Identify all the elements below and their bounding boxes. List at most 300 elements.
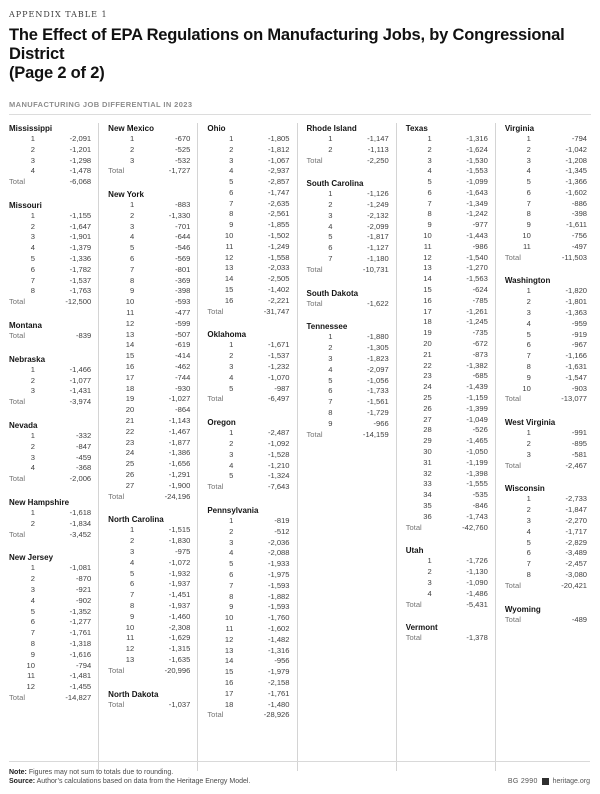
district-row [505, 450, 587, 461]
district-value: -1,900 [168, 480, 191, 490]
district-row [108, 340, 190, 351]
total-label: Total [504, 394, 521, 404]
state-name: Ohio [207, 123, 226, 133]
total-value: -24,196 [164, 491, 191, 501]
district-number: 10 [125, 622, 135, 632]
district-number: 5 [229, 559, 234, 569]
state-block [108, 123, 190, 177]
district-row [108, 211, 190, 222]
district-value: -1,540 [466, 252, 488, 262]
district-number: 27 [125, 480, 135, 490]
district-number: 3 [229, 155, 234, 165]
district-value: -1,563 [466, 274, 488, 284]
district-number: 1 [328, 332, 333, 342]
district-number: 9 [427, 220, 432, 230]
district-number: 7 [526, 351, 531, 361]
district-row [9, 431, 91, 442]
district-value: -526 [472, 425, 488, 435]
district-number: 1 [526, 494, 531, 504]
district-row [505, 242, 587, 253]
district-number: 26 [125, 470, 135, 480]
district-number: 8 [526, 362, 531, 372]
district-value: -1,399 [466, 403, 488, 413]
district-row [505, 166, 587, 177]
total-value: -2,467 [565, 460, 588, 470]
district-row [108, 286, 190, 297]
district-number: 4 [526, 318, 531, 328]
district-row [406, 339, 488, 350]
district-number: 8 [526, 570, 531, 579]
total-label: Total [9, 177, 26, 187]
district-row [505, 351, 587, 362]
district-value: -1,530 [466, 155, 488, 165]
district-row [108, 276, 190, 287]
district-row [108, 481, 190, 492]
district-row [9, 628, 91, 639]
district-number: 3 [30, 452, 35, 462]
district-value: -1,478 [69, 166, 92, 176]
district-number: 2 [328, 200, 333, 210]
district-row [207, 439, 289, 450]
district-row [406, 296, 488, 307]
district-row [207, 220, 289, 231]
district-row [9, 254, 91, 265]
district-row [505, 319, 587, 330]
district-value: -956 [274, 656, 290, 666]
district-value: -1,443 [466, 231, 488, 241]
district-number: 7 [526, 559, 531, 569]
page-title-line2: (Page 2 of 2) [9, 63, 105, 82]
district-row [108, 459, 190, 470]
total-value: -6,497 [267, 394, 290, 404]
district-number: 3 [427, 155, 432, 165]
district-value: -1,515 [168, 525, 191, 535]
district-row [406, 361, 488, 372]
table-column [495, 123, 594, 771]
district-row [207, 656, 289, 667]
district-value: -1,486 [466, 588, 488, 598]
district-value: -883 [175, 200, 191, 210]
district-number: 3 [229, 362, 234, 372]
total-row [9, 474, 91, 485]
district-value: -1,439 [466, 382, 488, 392]
district-number: 13 [224, 645, 234, 655]
district-value: -1,937 [168, 600, 191, 610]
district-row [406, 447, 488, 458]
district-row [207, 145, 289, 156]
district-row [9, 276, 91, 287]
district-number: 32 [423, 468, 432, 478]
district-row [307, 332, 389, 343]
total-row [207, 394, 289, 405]
district-row [9, 671, 91, 682]
district-value: -1,159 [466, 393, 488, 403]
district-value: -1,050 [466, 447, 488, 457]
district-number: 10 [522, 383, 531, 393]
district-number: 1 [328, 189, 333, 199]
total-row [9, 530, 91, 541]
district-row [9, 463, 91, 474]
district-number: 19 [125, 394, 135, 404]
district-row [505, 231, 587, 242]
total-label: Total [9, 529, 26, 539]
footer-note-label: Note: [9, 769, 27, 776]
district-value: -1,072 [168, 557, 191, 567]
district-number: 29 [423, 436, 432, 446]
district-number: 5 [328, 375, 333, 385]
district-value: -1,877 [168, 437, 191, 447]
state-name: Rhode Island [306, 123, 357, 133]
district-value: -1,277 [69, 617, 92, 627]
district-number: 4 [427, 166, 432, 176]
district-value: -1,558 [267, 252, 290, 262]
district-value: -794 [571, 133, 588, 143]
district-number: 6 [30, 617, 35, 627]
total-value: -1,622 [367, 298, 389, 308]
total-label: Total [405, 599, 422, 609]
district-number: 4 [427, 588, 432, 598]
state-block [406, 123, 488, 533]
district-number: 3 [229, 449, 234, 459]
total-row [9, 177, 91, 188]
district-row [207, 351, 289, 362]
district-value: -2,635 [267, 198, 290, 208]
district-row [307, 222, 389, 233]
total-value: -3,974 [69, 397, 92, 407]
state-block [108, 189, 190, 502]
district-row [406, 263, 488, 274]
district-row [307, 343, 389, 354]
district-number: 1 [30, 508, 35, 518]
district-value: -744 [175, 372, 191, 382]
district-number: 8 [526, 209, 531, 219]
district-value: -1,049 [466, 414, 488, 424]
district-value: -1,561 [367, 397, 389, 407]
district-number: 2 [427, 144, 432, 154]
district-number: 7 [229, 580, 234, 590]
district-row [406, 436, 488, 447]
district-number: 6 [129, 579, 135, 589]
district-number: 8 [229, 591, 234, 601]
district-value: -2,505 [267, 274, 290, 284]
district-row [207, 538, 289, 549]
district-value: -847 [75, 441, 92, 451]
district-value: -967 [571, 340, 588, 350]
district-row [108, 547, 190, 558]
district-number: 9 [328, 418, 333, 428]
district-row [207, 384, 289, 395]
district-value: -512 [274, 526, 290, 536]
district-row [406, 156, 488, 167]
district-value: -1,242 [466, 209, 488, 219]
district-value: -1,979 [267, 667, 290, 677]
district-row [9, 166, 91, 177]
district-row [406, 382, 488, 393]
district-row [307, 211, 389, 222]
district-number: 2 [229, 144, 234, 154]
total-value: -42,760 [462, 522, 488, 532]
total-label: Total [504, 460, 521, 470]
table-column [9, 123, 98, 771]
district-row [307, 200, 389, 211]
district-row [406, 567, 488, 578]
district-row [108, 222, 190, 233]
district-value: -1,830 [168, 536, 191, 546]
district-number: 4 [129, 232, 135, 242]
district-row [406, 307, 488, 318]
district-number: 3 [229, 537, 234, 547]
district-row [108, 200, 190, 211]
district-row [108, 644, 190, 655]
footer-source-label: Source: [9, 778, 36, 785]
total-label: Total [9, 474, 26, 484]
district-number: 2 [30, 221, 35, 231]
district-row [505, 362, 587, 373]
state-block [9, 354, 91, 408]
district-number: 31 [423, 457, 432, 467]
total-row [505, 394, 587, 405]
state-block [307, 288, 389, 310]
district-number: 4 [229, 460, 234, 470]
district-row [108, 470, 190, 481]
district-value: -1,880 [367, 332, 389, 342]
district-number: 10 [26, 660, 35, 670]
district-value: -1,761 [69, 628, 92, 638]
district-row [108, 427, 190, 438]
table-column [197, 123, 296, 771]
district-value: -2,033 [267, 263, 290, 273]
district-row [9, 574, 91, 585]
state-block [207, 417, 289, 493]
district-number: 7 [427, 198, 432, 208]
district-row [406, 209, 488, 220]
district-value: -1,671 [267, 340, 290, 350]
district-row [307, 419, 389, 430]
district-row [108, 319, 190, 330]
district-row [406, 490, 488, 501]
footer-site: heritage.org [552, 778, 590, 785]
district-value: -369 [175, 275, 191, 285]
district-value: -921 [75, 585, 92, 595]
total-value: -11,503 [561, 252, 588, 262]
state-name: Wyoming [504, 604, 541, 614]
district-row [406, 145, 488, 156]
state-name: Wisconsin [504, 484, 545, 494]
district-value: -1,726 [466, 556, 488, 566]
total-label: Total [504, 614, 521, 624]
district-value: -3,489 [565, 548, 588, 558]
state-block [9, 420, 91, 485]
state-name: Oregon [207, 418, 236, 428]
total-row [108, 700, 190, 711]
district-number: 23 [423, 371, 432, 381]
total-value: -6,068 [69, 177, 92, 187]
district-number: 1 [229, 340, 234, 350]
district-number: 9 [229, 602, 234, 612]
district-row [505, 134, 587, 145]
district-value: -1,817 [367, 232, 389, 242]
total-label: Total [108, 491, 125, 501]
district-number: 8 [229, 209, 234, 219]
table-column [98, 123, 197, 771]
district-number: 2 [30, 518, 35, 528]
district-number: 7 [526, 198, 531, 208]
district-number: 4 [30, 166, 35, 176]
district-number: 2 [229, 351, 234, 361]
district-row [108, 373, 190, 384]
district-row [505, 220, 587, 231]
district-number: 11 [225, 623, 234, 633]
district-row [505, 286, 587, 297]
district-value: -1,363 [565, 308, 588, 318]
district-number: 2 [526, 144, 531, 154]
district-number: 8 [30, 639, 35, 648]
district-value: -670 [175, 133, 191, 143]
district-row [307, 408, 389, 419]
district-number: 2 [229, 526, 234, 536]
district-row [307, 145, 389, 156]
district-value: -1,070 [267, 372, 290, 382]
footer-source [9, 777, 590, 786]
district-number: 5 [526, 177, 531, 187]
district-row [207, 285, 289, 296]
district-row [406, 371, 488, 382]
total-value: -13,077 [561, 394, 588, 404]
district-number: 6 [328, 386, 333, 396]
district-value: -1,143 [168, 416, 191, 426]
district-number: 8 [129, 275, 135, 285]
total-value: -20,996 [164, 665, 191, 675]
district-row [108, 134, 190, 145]
district-number: 3 [526, 155, 531, 165]
district-value: -581 [571, 449, 588, 459]
total-row [207, 482, 289, 493]
district-value: -1,656 [168, 459, 191, 469]
total-label: Total [207, 394, 224, 404]
district-number: 5 [526, 329, 531, 339]
district-number: 15 [224, 667, 234, 677]
district-value: -1,318 [69, 639, 92, 648]
district-row [406, 220, 488, 231]
district-number: 1 [328, 133, 333, 143]
state-block [505, 275, 587, 405]
district-row [207, 134, 289, 145]
total-value: -10,731 [362, 264, 389, 274]
district-value: -1,402 [267, 285, 290, 295]
district-value: -2,091 [69, 133, 92, 143]
district-row [207, 570, 289, 581]
district-row [108, 330, 190, 341]
district-number: 1 [427, 133, 432, 143]
district-number: 25 [423, 393, 432, 403]
district-value: -1,555 [466, 479, 488, 489]
district-value: -1,324 [267, 471, 290, 481]
district-value: -1,090 [466, 577, 488, 587]
district-number: 6 [526, 548, 531, 558]
district-row [9, 453, 91, 464]
district-value: -2,270 [565, 516, 588, 526]
district-number: 5 [526, 537, 531, 547]
district-value: -1,547 [565, 372, 588, 382]
district-row [108, 265, 190, 276]
district-number: 3 [526, 308, 531, 318]
district-number: 3 [129, 547, 135, 556]
district-row [108, 536, 190, 547]
district-row [108, 362, 190, 373]
district-value: -1,465 [466, 436, 488, 446]
district-row [9, 442, 91, 453]
district-number: 6 [129, 254, 135, 264]
district-number: 5 [30, 254, 35, 264]
district-number: 14 [224, 656, 234, 666]
district-row [406, 458, 488, 469]
district-value: -1,316 [466, 133, 488, 143]
district-number: 10 [125, 297, 135, 307]
district-row [207, 263, 289, 274]
district-value: -1,431 [69, 386, 92, 396]
state-name: Montana [9, 321, 42, 331]
district-value: -1,602 [267, 623, 290, 633]
state-name: South Dakota [306, 288, 359, 298]
district-number: 7 [328, 254, 333, 264]
district-value: -1,298 [69, 155, 92, 165]
district-row [505, 505, 587, 516]
district-row [207, 667, 289, 678]
district-value: -1,631 [565, 362, 588, 372]
district-row [207, 253, 289, 264]
district-row [406, 501, 488, 512]
district-number: 9 [229, 220, 234, 230]
district-value: -1,208 [565, 155, 588, 165]
district-value: -1,932 [168, 568, 191, 578]
district-row [9, 265, 91, 276]
state-name: Missouri [9, 200, 42, 210]
district-value: -2,132 [367, 210, 389, 220]
district-value: -1,834 [69, 518, 92, 528]
district-number: 3 [526, 449, 531, 459]
total-row [505, 253, 587, 264]
heritage-logo-icon [542, 778, 549, 785]
district-value: -1,593 [267, 580, 290, 590]
district-row [307, 365, 389, 376]
district-value: -497 [571, 241, 588, 251]
district-number: 4 [328, 364, 333, 374]
state-name: West Virginia [504, 418, 556, 428]
district-value: -1,127 [367, 243, 389, 253]
district-number: 4 [129, 557, 135, 567]
state-name: Virginia [504, 123, 535, 133]
district-number: 11 [27, 671, 35, 681]
district-value: -735 [472, 328, 488, 338]
district-value: -977 [472, 220, 488, 230]
district-value: -1,611 [566, 220, 588, 230]
total-label: Total [9, 297, 26, 307]
state-block [9, 497, 91, 540]
district-value: -1,366 [565, 177, 588, 187]
district-value: -1,249 [367, 200, 389, 210]
district-number: 8 [30, 286, 35, 296]
district-row [207, 461, 289, 472]
total-row [108, 166, 190, 177]
district-number: 30 [423, 447, 432, 457]
district-number: 3 [129, 221, 135, 231]
district-value: -1,937 [168, 579, 191, 589]
total-row [9, 297, 91, 308]
district-number: 34 [423, 490, 432, 500]
district-row [505, 199, 587, 210]
district-number: 4 [328, 221, 333, 231]
district-value: -1,113 [367, 144, 389, 154]
